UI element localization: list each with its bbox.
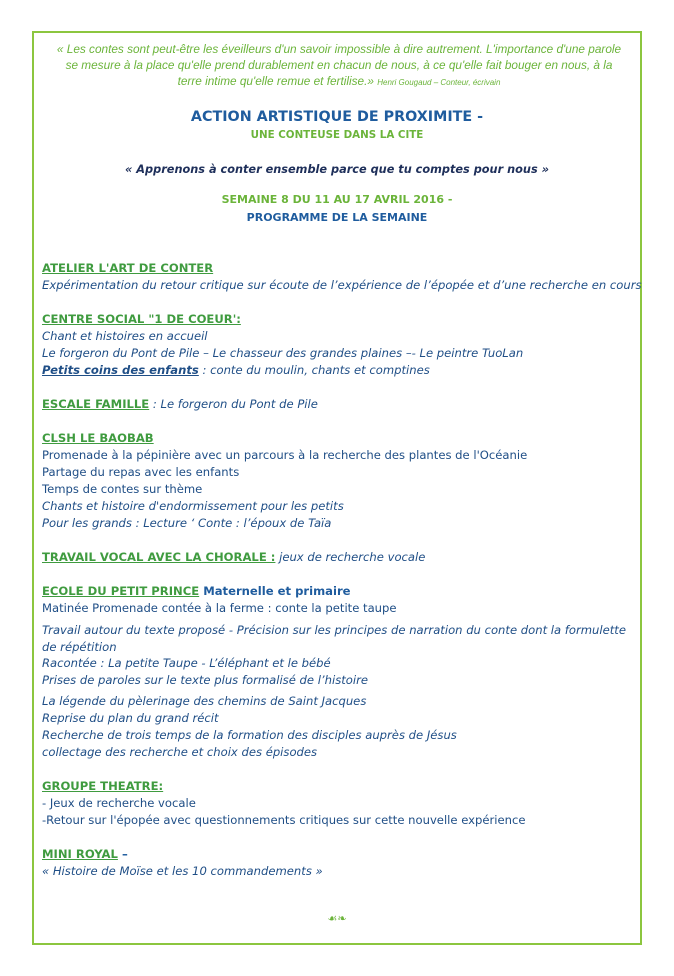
section-atelier-title: ATELIER L'ART DE CONTER xyxy=(42,261,214,275)
section-mini-royal xyxy=(42,847,128,861)
ecole-line-7: Recherche de trois temps de la formation des disciples auprès de Jésus xyxy=(42,728,457,742)
centre-line-1: Chant et histoires en accueil xyxy=(42,329,208,343)
program-heading: PROGRAMME DE LA SEMAINE xyxy=(246,211,428,224)
quote-text: « Les contes sont peut-être les éveilleurs d'un savoir impossible à dire autrement. L'importance d'une parole se mesure à la place qu'elle prend durablement en chacun de nous, à ce qu'elle fait bouger en nous, à la terre intime qu'elle remue et fertilise.» xyxy=(56,42,622,88)
ecole-line-8: collectage des recherche et choix des épisodes xyxy=(42,745,318,759)
section-centre-social-title: CENTRE SOCIAL "1 DE COEUR': xyxy=(42,312,241,326)
document-subtitle: UNE CONTEUSE DANS LA CITE xyxy=(250,129,424,141)
section-mini-royal-title: MINI ROYAL xyxy=(42,847,118,861)
motto: « Apprenons à conter ensemble parce que tu comptes pour nous » xyxy=(125,163,549,176)
section-ecole xyxy=(42,584,351,598)
epigraph-quote xyxy=(52,41,626,91)
section-clsh-title: CLSH LE BAOBAB xyxy=(42,431,154,445)
section-chorale xyxy=(42,550,425,564)
ecole-line-5: La légende du pèlerinage des chemins de Saint Jacques xyxy=(42,694,367,708)
clsh-line-3: Temps de contes sur thème xyxy=(42,482,203,496)
quote-author: Henri Gougaud – Conteur, écrivain xyxy=(377,78,501,87)
clsh-line-2: Partage du repas avec les enfants xyxy=(42,465,240,479)
groupe-line-2: -Retour sur l'épopée avec questionnements critiques sur cette nouvelle expérience xyxy=(42,813,526,827)
petits-coins-label: Petits coins des enfants xyxy=(42,363,199,377)
ecole-level: Maternelle et primaire xyxy=(199,584,351,598)
clsh-line-1: Promenade à la pépinière avec un parcours à la recherche des plantes de l'Océanie xyxy=(42,448,528,462)
section-chorale-title: TRAVAIL VOCAL AVEC LA CHORALE : xyxy=(42,550,276,564)
atelier-line-1: Expérimentation du retour critique sur écoute de l’expérience de l’épopée et d’une recherche en cours xyxy=(42,278,642,292)
mini-royal-dash: – xyxy=(117,847,128,861)
section-escale-title: ESCALE FAMILLE xyxy=(42,397,150,411)
escale-desc: : Le forgeron du Pont de Pile xyxy=(149,397,318,411)
centre-line-3 xyxy=(42,363,430,377)
week-dates: SEMAINE 8 DU 11 AU 17 AVRIL 2016 - xyxy=(221,193,453,206)
clsh-line-5: Pour les grands : Lecture ‘ Conte : l’époux de Taïa xyxy=(42,516,332,530)
centre-line-2: Le forgeron du Pont de Pile – Le chasseur des grandes plaines –- Le peintre TuoLan xyxy=(42,346,524,360)
mini-royal-line-1: « Histoire de Moïse et les 10 commandements » xyxy=(42,864,323,878)
ecole-line-1: Matinée Promenade contée à la ferme : conte la petite taupe xyxy=(42,601,397,615)
clsh-line-4: Chants et histoire d'endormissement pour les petits xyxy=(42,499,344,513)
ornament-icon: ☙❧ xyxy=(327,912,347,925)
section-groupe-theatre-title: GROUPE THEATRE: xyxy=(42,779,164,793)
ecole-line-2: Travail autour du texte proposé - Précision sur les principes de narration du conte dont la formulette de répétition xyxy=(42,623,626,654)
document-title: ACTION ARTISTIQUE DE PROXIMITE - xyxy=(190,109,484,125)
groupe-line-1: - Jeux de recherche vocale xyxy=(42,796,196,810)
ecole-line-6: Reprise du plan du grand récit xyxy=(42,711,219,725)
chorale-desc: jeux de recherche vocale xyxy=(275,550,426,564)
petits-coins-desc: : conte du moulin, chants et comptines xyxy=(198,363,430,377)
section-escale xyxy=(42,397,318,411)
ecole-line-4: Prises de paroles sur le texte plus formalisé de l’histoire xyxy=(42,673,368,687)
ecole-line-3: Racontée : La petite Taupe - L’éléphant et le bébé xyxy=(42,656,331,670)
section-ecole-title: ECOLE DU PETIT PRINCE xyxy=(42,584,200,598)
